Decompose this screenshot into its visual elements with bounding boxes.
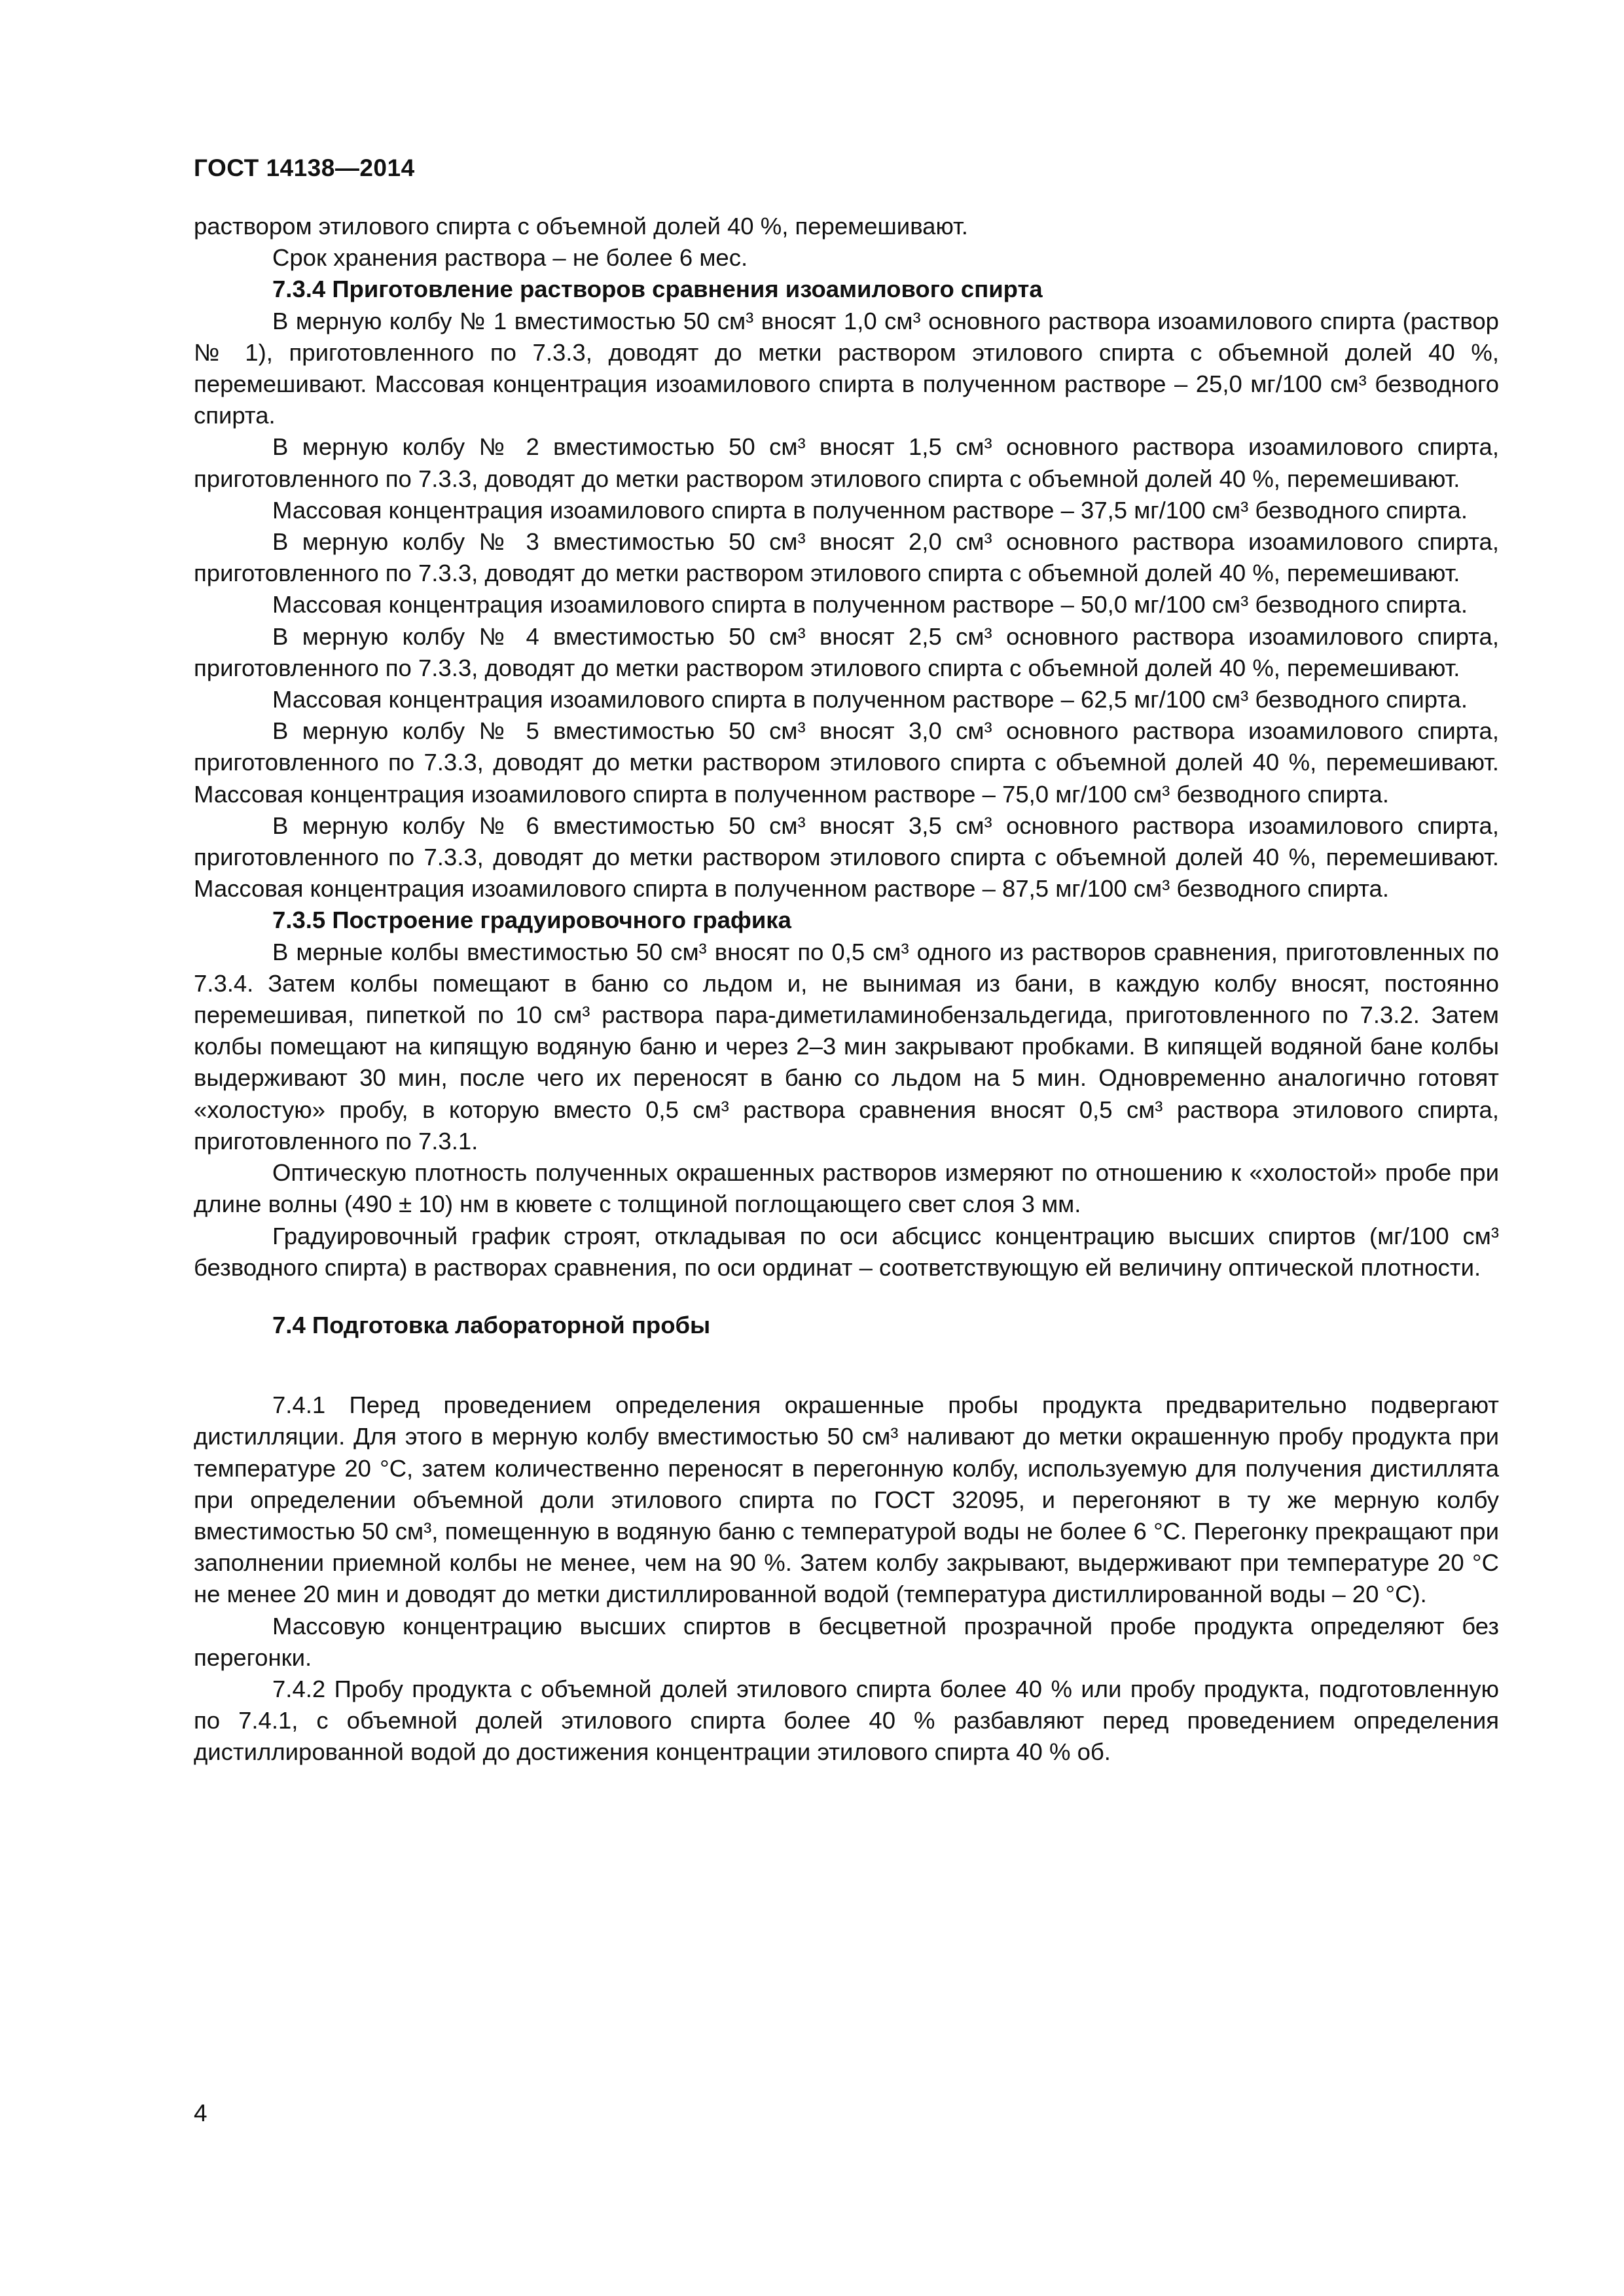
paragraph: раствором этилового спирта с объемной долей 40 %, перемешивают. (194, 213, 968, 240)
paragraph: Градуировочный график строят, откладывая по оси абсцисс концентрацию высших спиртов (мг/100 см³ безводного спирта) в растворах сравнения, по оси ординат – соответствующую ей величину оптической плотности. (194, 1222, 1499, 1281)
paragraph: Массовую концентрацию высших спиртов в бесцветной прозрачной пробе продукта определяют без перегонки. (194, 1612, 1499, 1671)
paragraph: В мерную колбу № 6 вместимостью 50 см³ вносят 3,5 см³ основного раствора изоамилового спирта, приготовленного по 7.3.3, доводят до метки раствором этилового спирта с объемной долей 40 %, перемешивают. Массовая концентрация изоамилового спирта в полученном растворе – 87,5 мг/100 см³ безводного спирта. (194, 812, 1499, 903)
paragraph: Массовая концентрация изоамилового спирта в полученном растворе – 62,5 мг/100 см³ безводного спирта. (272, 686, 1468, 713)
paragraph: В мерную колбу № 1 вместимостью 50 см³ вносят 1,0 см³ основного раствора изоамилового спирта (раствор № 1), приготовленного по 7.3.3, доводят до метки раствором этилового спирта с объемной долей 40 %, перемешивают. Массовая концентрация изоамилового спирта в полученном растворе – 25,0 мг/100 см³ безводного спирта. (194, 307, 1499, 429)
section-heading-7-4: 7.4 Подготовка лабораторной пробы (272, 1311, 711, 1338)
page-number: 4 (194, 2100, 208, 2126)
document-body (194, 211, 1499, 1768)
paragraph: Оптическую плотность полученных окрашенных растворов измеряют по отношению к «холостой» пробе при длине волны (490 ± 10) нм в кювете с толщиной поглощающего свет слоя 3 мм. (194, 1159, 1499, 1218)
paragraph: В мерную колбу № 3 вместимостью 50 см³ вносят 2,0 см³ основного раствора изоамилового спирта, приготовленного по 7.3.3, доводят до метки раствором этилового спирта с объемной долей 40 %, перемешивают. (194, 528, 1499, 587)
document-header: ГОСТ 14138—2014 (194, 154, 415, 181)
paragraph: В мерную колбу № 2 вместимостью 50 см³ вносят 1,5 см³ основного раствора изоамилового спирта, приготовленного по 7.3.3, доводят до метки раствором этилового спирта с объемной долей 40 %, перемешивают. (194, 433, 1499, 492)
paragraph: Массовая концентрация изоамилового спирта в полученном растворе – 37,5 мг/100 см³ безводного спирта. (272, 496, 1468, 524)
paragraph: В мерную колбу № 5 вместимостью 50 см³ вносят 3,0 см³ основного раствора изоамилового спирта, приготовленного по 7.3.3, доводят до метки раствором этилового спирта с объемной долей 40 %, перемешивают. Массовая концентрация изоамилового спирта в полученном растворе – 75,0 мг/100 см³ безводного спирта. (194, 717, 1499, 808)
paragraph: 7.4.2 Пробу продукта с объемной долей этилового спирта более 40 % или пробу продукта, подготовленную по 7.4.1, с объемной долей этилового спирта более 40 % разбавляют перед проведением определения дистиллированной водой до достижения концентрации этилового спирта 40 % об. (194, 1675, 1499, 1766)
paragraph: 7.4.1 Перед проведением определения окрашенные пробы продукта предварительно подвергают дистилляции. Для этого в мерную колбу вместимостью 50 см³ наливают до метки окрашенную пробу продукта при температуре 20 °С, затем количественно переносят в перегонную колбу, используемую для получения дистиллята при определении объемной доли этилового спирта по ГОСТ 32095, и перегоняют в ту же мерную колбу вместимостью 50 см³, помещенную в водяную баню с температурой воды не более 6 °С. Перегонку прекращают при заполнении приемной колбы не менее, чем на 90 %. Затем колбу закрывают, выдерживают при температуре 20 °С не менее 20 мин и доводят до метки дистиллированной водой (температура дистиллированной воды – 20 °С). (194, 1391, 1499, 1608)
paragraph: В мерные колбы вместимостью 50 см³ вносят по 0,5 см³ одного из растворов сравнения, приготовленных по 7.3.4. Затем колбы помещают в баню со льдом и, не вынимая из бани, в каждую колбу вносят, постоянно перемешивая, пипеткой по 10 см³ раствора пара-диметиламинобензальдегида, приготовленного по 7.3.2. Затем колбы помещают на кипящую водяную баню и через 2–3 мин закрывают пробками. В кипящей водяной бане колбы выдерживают 30 мин, после чего их переносят в баню со льдом на 5 мин. Одновременно аналогично готовят «холостую» пробу, в которую вместо 0,5 см³ раствора сравнения вносят 0,5 см³ раствора этилового спирта, приготовленного по 7.3.1. (194, 938, 1499, 1155)
section-heading-7-3-5: 7.3.5 Построение градуировочного графика (272, 906, 791, 934)
paragraph: Срок хранения раствора – не более 6 мес. (272, 244, 748, 272)
paragraph: Массовая концентрация изоамилового спирта в полученном растворе – 50,0 мг/100 см³ безводного спирта. (272, 591, 1468, 619)
paragraph: В мерную колбу № 4 вместимостью 50 см³ вносят 2,5 см³ основного раствора изоамилового спирта, приготовленного по 7.3.3, доводят до метки раствором этилового спирта с объемной долей 40 %, перемешивают. (194, 622, 1499, 681)
section-heading-7-3-4: 7.3.4 Приготовление растворов сравнения изоамилового спирта (272, 276, 1043, 303)
